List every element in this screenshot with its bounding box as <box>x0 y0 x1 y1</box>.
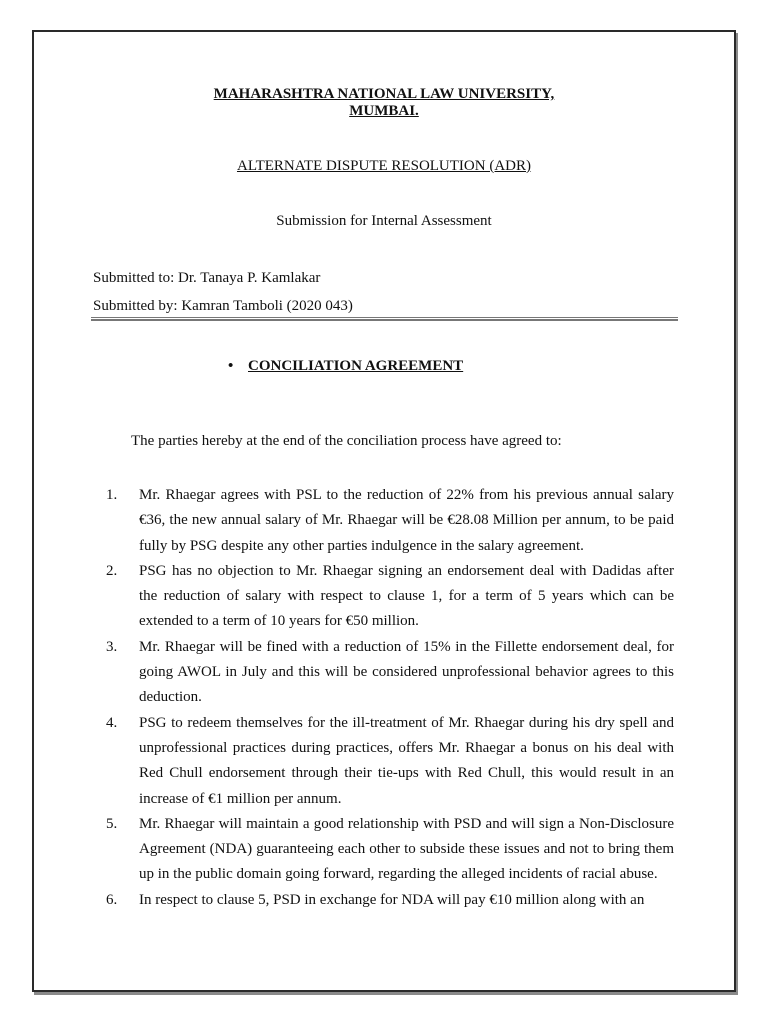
horizontal-rule <box>91 317 678 321</box>
clause-text: Mr. Rhaegar will be fined with a reduction of 15% in the Fillette endorsement deal, for going AWOL in July and this will be considered unprofessional behavior agrees to this deduction. <box>139 638 674 706</box>
clause-text: Mr. Rhaegar will maintain a good relationship with PSD and will sign a Non-Disclosure Agreement (NDA) guaranteeing each other to subside these issues and not to bring them up in the public domain going forward, regarding the alleged incidents of racial abuse. <box>139 815 674 883</box>
clause-text: PSG to redeem themselves for the ill-treatment of Mr. Rhaegar during his dry spell and unprofessional practices during practices, offers Mr. Rhaegar a bonus on his deal with Red Chull endorsement through their tie-ups with Red Chull, this would result in an increase of €1 million per annum. <box>139 714 674 807</box>
intro-paragraph: The parties hereby at the end of the conciliation process have agreed to: <box>131 433 562 449</box>
course-title: ALTERNATE DISPUTE RESOLUTION (ADR) <box>236 158 532 174</box>
clause-item <box>106 711 674 812</box>
clause-text: In respect to clause 5, PSD in exchange for NDA will pay €10 million along with an <box>139 891 645 908</box>
clause-item <box>106 888 674 913</box>
submission-label: Submission for Internal Assessment <box>276 213 492 229</box>
clause-number: 3. <box>106 638 118 655</box>
section-heading-text: CONCILIATION AGREEMENT <box>248 358 464 374</box>
university-line-2: MUMBAI. <box>349 103 419 119</box>
university-title <box>0 86 768 120</box>
clause-number: 6. <box>106 891 118 908</box>
clause-number: 5. <box>106 815 118 832</box>
clause-list <box>106 483 674 913</box>
clause-item <box>106 635 674 711</box>
clause-text: PSG has no objection to Mr. Rhaegar signing an endorsement deal with Dadidas after the reduction of salary with respect to clause 1, for a term of 5 years which can be extended to a term of 10 years for €50 million. <box>139 562 674 630</box>
clause-number: 2. <box>106 562 118 579</box>
clause-item <box>106 559 674 635</box>
section-heading <box>228 358 463 375</box>
clause-number: 1. <box>106 487 118 503</box>
clause-text: Mr. Rhaegar agrees with PSL to the reduction of 22% from his previous annual salary €36, the new annual salary of Mr. Rhaegar will be €28.08 Million per annum, to be paid fully by PSG despite any other parties indulgence in the salary agreement. <box>139 487 674 554</box>
university-line-1: MAHARASHTRA NATIONAL LAW UNIVERSITY, <box>213 86 555 102</box>
clause-item <box>106 812 674 888</box>
clause-item <box>106 483 674 559</box>
bullet-icon: • <box>228 358 234 374</box>
submitted-to: Submitted to: Dr. Tanaya P. Kamlakar <box>93 270 321 286</box>
clause-number: 4. <box>106 714 118 731</box>
submitted-by: Submitted by: Kamran Tamboli (2020 043) <box>93 298 353 314</box>
